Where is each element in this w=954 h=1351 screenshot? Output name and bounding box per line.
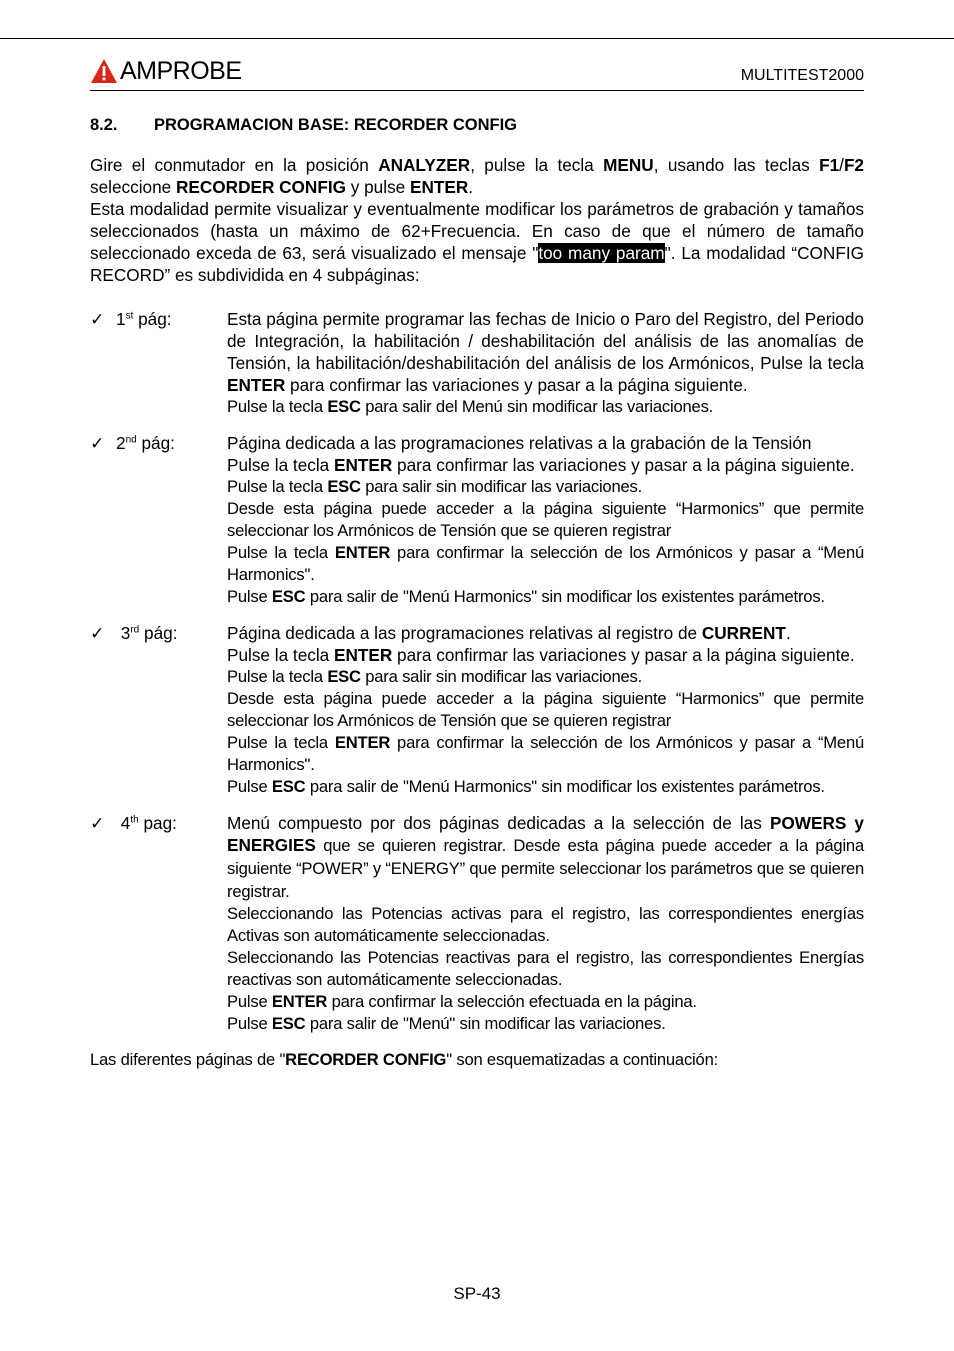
text: que se quieren registrar. Desde esta página puede acceder a la página siguiente “POWER” y “ENERGY” que permite seleccionar los parámetros que se quieren registrar. [227, 836, 864, 901]
bold-text: ESC [327, 397, 361, 416]
checkmark-icon: ✓ [90, 813, 105, 833]
text: para salir sin modificar las variaciones. [360, 477, 643, 496]
text: ". La modalidad “CONFIG RECORD” es subdividida en 4 subpáginas: [90, 243, 864, 285]
text: Esta página permite programar las fechas de Inicio o Paro del Registro, del Periodo de Integración, la habilitación / deshabilitación del análisis de las anomalías de Tensión, la habilitación/deshabilitación del análisis de los Armónicos, Pulse la tecla [227, 309, 864, 373]
bold-text: ENTER [334, 645, 393, 665]
closing-paragraph [90, 1049, 864, 1071]
item-paragraph [227, 308, 864, 396]
item-paragraph [227, 812, 864, 903]
text: . [785, 623, 791, 643]
bold-text: F1 [819, 155, 840, 175]
bold-text: MENU [603, 155, 654, 175]
text: para confirmar la selección de los Armónicos y pasar a “Menú Harmonics". [227, 733, 864, 774]
section-title: PROGRAMACION BASE: RECORDER CONFIG [154, 116, 518, 134]
text: Menú compuesto por dos páginas dedicadas a la selección de las [227, 813, 770, 833]
item-body [227, 622, 864, 798]
item-suffix: pág: [136, 433, 175, 453]
top-rule [0, 38, 954, 39]
highlighted-message: too many param [538, 243, 665, 263]
bold-text: ESC [327, 477, 361, 496]
text: Pulse la tecla [227, 477, 328, 496]
bold-text: ENTER [334, 733, 391, 752]
list-item [90, 432, 864, 608]
section-heading [90, 114, 864, 136]
item-body [227, 432, 864, 608]
text: seleccione [90, 177, 176, 197]
item-suffix: pág: [139, 623, 178, 643]
item-paragraph [227, 476, 864, 498]
text: Pulse la tecla [227, 645, 335, 665]
bold-text: ANALYZER [378, 155, 471, 175]
item-paragraph [227, 991, 864, 1013]
list-item [90, 812, 864, 1035]
item-label [90, 622, 227, 798]
bold-text: ENTER [410, 177, 469, 197]
item-number: 1 [116, 309, 126, 329]
text: Pulse la tecla [227, 397, 328, 416]
item-label [90, 812, 227, 1035]
text: , pulse la tecla [470, 155, 604, 175]
text: para salir del Menú sin modificar las variaciones. [360, 397, 714, 416]
checkmark-icon: ✓ [90, 433, 105, 453]
text: Pulse la tecla [227, 667, 328, 686]
item-paragraph [227, 396, 864, 418]
item-number: 2 [116, 433, 126, 453]
text: Página dedicada a las programaciones relativas al registro de [227, 623, 702, 643]
item-paragraph [227, 666, 864, 688]
item-label [90, 432, 227, 608]
warning-triangle-icon [90, 58, 118, 84]
bold-text: ESC [271, 777, 306, 796]
item-suffix: pag: [138, 813, 177, 833]
bold-text: POWERS y ENERGIES [227, 813, 864, 855]
item-body [227, 308, 864, 418]
page-content [90, 114, 864, 1071]
text: para confirmar las variaciones y pasar a la página siguiente. [392, 455, 855, 475]
brand-name: AMPROBE [120, 57, 242, 85]
text: para salir de "Menú Harmonics" sin modificar los existentes parámetros. [305, 587, 825, 606]
text: , usando las teclas [653, 155, 820, 175]
text: / [839, 155, 844, 175]
item-paragraph [227, 622, 864, 644]
bold-text: ESC [327, 667, 361, 686]
model-name: MULTITEST2000 [740, 67, 864, 84]
text: Pulse la tecla [227, 733, 335, 752]
item-paragraph: Página dedicada a las programaciones relativas a la grabación de la Tensión [227, 433, 812, 453]
ordinal-suffix: rd [130, 624, 140, 636]
checkmark-icon: ✓ [90, 623, 105, 643]
text: para confirmar las variaciones y pasar a la página siguiente. [392, 645, 855, 665]
item-number: 3 [120, 623, 131, 643]
checkmark-icon: ✓ [90, 309, 105, 329]
subpage-list [90, 308, 864, 1035]
text: para salir de "Menú Harmonics" sin modificar los existentes parámetros. [305, 777, 825, 796]
bold-text: RECORDER CONFIG [285, 1050, 447, 1069]
bold-text: ENTER [227, 375, 286, 395]
page-header [90, 56, 864, 91]
item-paragraph: Seleccionando las Potencias activas para el registro, las correspondientes energías Activas son automáticamente seleccionadas. [227, 904, 864, 945]
bold-text: ENTER [334, 455, 393, 475]
description-paragraph [90, 198, 864, 286]
ordinal-suffix: nd [125, 434, 137, 446]
item-body [227, 812, 864, 1035]
text: para confirmar la selección de los Armónicos y pasar a “Menú Harmonics". [227, 543, 864, 584]
item-paragraph: Desde esta página puede acceder a la página siguiente “Harmonics” que permite seleccionar los Armónicos de Tensión que se quieren registrar [227, 689, 864, 730]
text: Pulse [227, 1014, 272, 1033]
bold-text: ENTER [334, 543, 391, 562]
section-number: 8.2. [90, 116, 118, 134]
text: Esta modalidad permite visualizar y eventualmente modificar los parámetros de grabación y tamaños seleccionados (hasta un máximo de 62+Frecuencia. En caso de que el número de tamaño seleccionado exceda de 63, será visualizado el mensaje " [90, 199, 864, 263]
bold-text: F2 [843, 155, 864, 175]
brand-logo [90, 56, 242, 86]
bold-text: ENTER [271, 992, 328, 1011]
bold-text: ESC [271, 587, 306, 606]
text: para confirmar las variaciones y pasar a la página siguiente. [285, 375, 748, 395]
text: para salir sin modificar las variaciones. [360, 667, 643, 686]
text: Pulse [227, 777, 272, 796]
item-paragraph: Desde esta página puede acceder a la página siguiente “Harmonics” que permite seleccionar los Armónicos de Tensión que se quieren registrar [227, 499, 864, 540]
item-paragraph [227, 542, 864, 586]
item-paragraph [227, 454, 864, 476]
text: Las diferentes páginas de " [90, 1050, 286, 1069]
list-item [90, 622, 864, 798]
item-paragraph [227, 776, 864, 798]
item-number: 4 [120, 813, 131, 833]
text: . [468, 177, 474, 197]
intro-paragraph [90, 154, 864, 198]
text: Pulse [227, 992, 272, 1011]
bold-text: CURRENT [701, 623, 786, 643]
text: Pulse la tecla [227, 543, 335, 562]
text: Pulse [227, 587, 272, 606]
item-paragraph [227, 644, 864, 666]
page-number: SP-43 [453, 1284, 501, 1303]
list-item [90, 308, 864, 418]
item-suffix: pág: [133, 309, 172, 329]
text: para confirmar la selección efectuada en la página. [327, 992, 697, 1011]
text: para salir de "Menú" sin modificar las variaciones. [305, 1014, 666, 1033]
item-paragraph: Seleccionando las Potencias reactivas para el registro, las correspondientes Energías reactivas son automáticamente seleccionadas. [227, 948, 864, 989]
item-paragraph [227, 732, 864, 776]
bold-text: RECORDER CONFIG [176, 177, 346, 197]
bold-text: ESC [271, 1014, 306, 1033]
item-label [90, 308, 227, 418]
item-paragraph [227, 586, 864, 608]
ordinal-suffix: th [130, 814, 139, 826]
text: y pulse [345, 177, 410, 197]
text: " son esquematizadas a continuación: [446, 1050, 719, 1069]
text: Pulse la tecla [227, 455, 335, 475]
text: Gire el conmutador en la posición [90, 155, 379, 175]
item-paragraph [227, 1013, 864, 1035]
ordinal-suffix: st [125, 310, 134, 322]
